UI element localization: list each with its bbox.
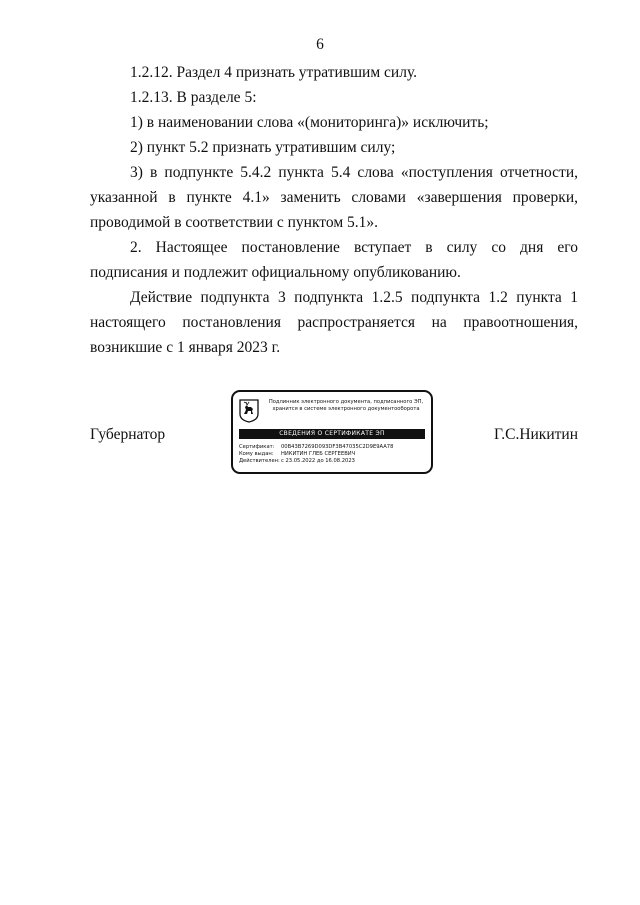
valid-label: Действителен: [239,458,280,464]
certificate-label: Сертификат: [239,444,275,450]
certificate-row [239,444,429,451]
stamp-header [263,399,429,413]
paragraph-item-2: 2) пункт 5.2 признать утратившим силу; [130,139,396,156]
paragraph-retroactive: Действие подпункта 3 подпункта 1.2.5 подпункта 1.2 пункта 1 настоящего постановления распространяется на правоотношения, возникшие с 1 января 2023 г. [90,289,578,356]
signer-name: Г.С.Никитин [494,426,578,443]
stamp-bar-title: СВЕДЕНИЯ О СЕРТИФИКАТЕ ЭП [239,429,425,439]
paragraph-effective-date: 2. Настоящее постановление вступает в силу со дня его подписания и подлежит официальному опубликованию. [90,239,578,281]
certificate-value: 00B43B7269D093DF3B47035C2D9E9AA78 [281,444,394,450]
valid-row [239,458,429,465]
nizhny-novgorod-deer-emblem-icon [239,399,259,423]
document-body [90,60,578,360]
page-number: 6 [316,36,324,53]
paragraph-1-2-13: 1.2.13. В разделе 5: [130,89,257,106]
stamp-header-line-2: хранится в системе электронного документооборота [272,406,420,412]
signer-title: Губернатор [90,426,166,443]
stamp-fields [239,444,429,465]
issued-to-value: НИКИТИН ГЛЕБ СЕРГЕЕВИЧ [281,451,356,457]
paragraph-item-3: 3) в подпункте 5.4.2 пункта 5.4 слова «поступления отчетности, указанной в пункте 4.1» заменить словами «завершения проверки, проводимой в соответствии с пунктом 5.1». [90,164,578,231]
stamp-header-line-1: Подлинник электронного документа, подписанного ЭП, [268,399,424,405]
paragraph-1-2-12: 1.2.12. Раздел 4 признать утратившим силу. [130,64,418,81]
electronic-signature-stamp [231,390,433,474]
valid-value: с 23.05.2022 до 16.08.2023 [281,458,355,464]
issued-to-label: Кому выдан: [239,451,274,457]
paragraph-item-1: 1) в наименовании слова «(мониторинга)» исключить; [130,114,489,131]
issued-to-row [239,451,429,458]
